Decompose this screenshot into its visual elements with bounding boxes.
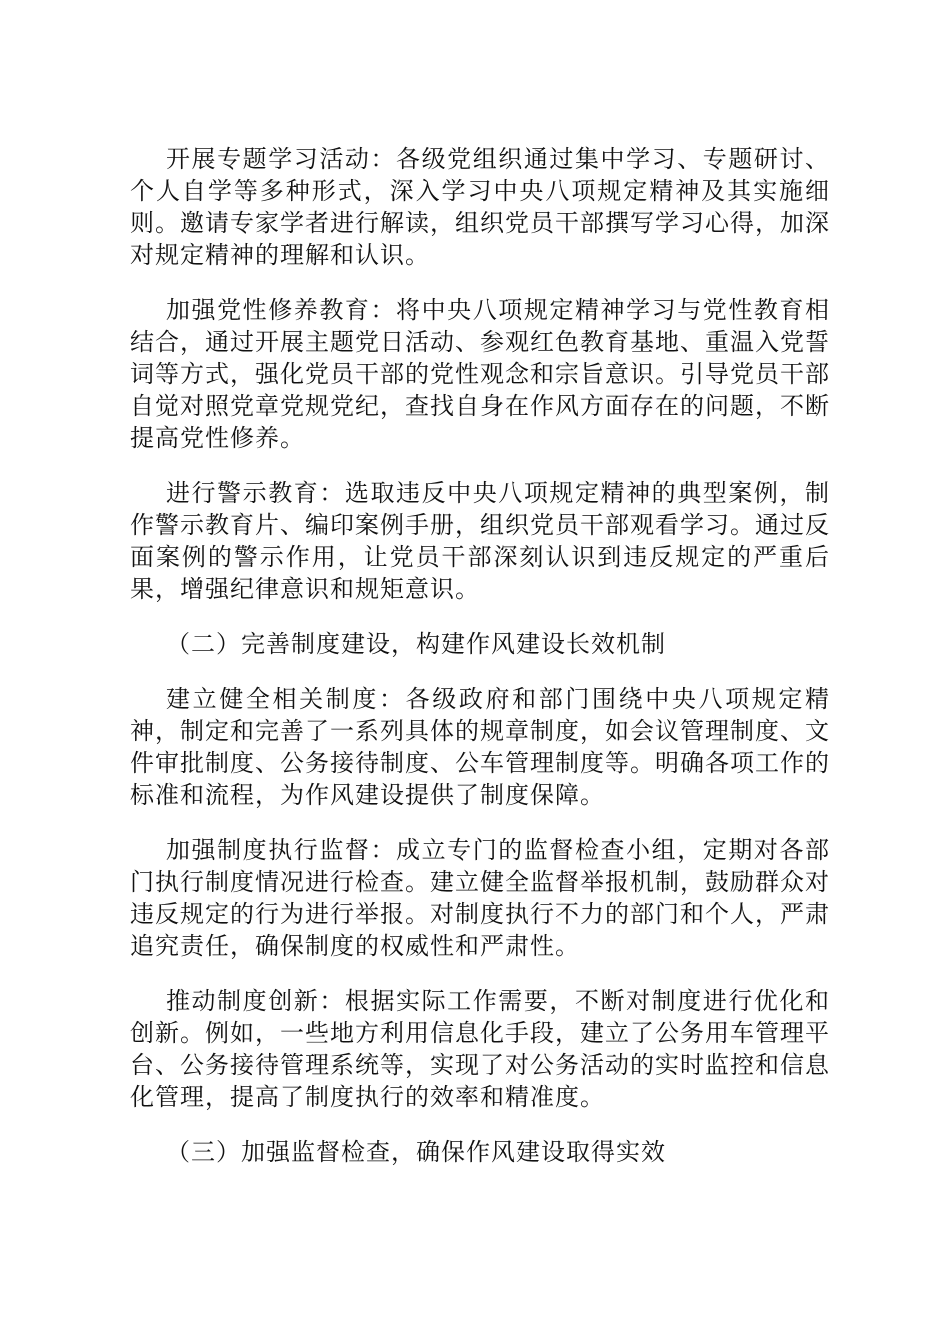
- paragraph-warning-education: 进行警示教育：选取违反中央八项规定精神的典型案例，制作警示教育片、编印案例手册，组织党员干部观看学习。通过反面案例的警示作用，让党员干部深刻认识到违反规定的严重后果，增强纪律意识和规矩意识。: [130, 479, 830, 603]
- paragraph-supervise-execution: 加强制度执行监督：成立专门的监督检查小组，定期对各部门执行制度情况进行检查。建立健全监督举报机制，鼓励群众对违反规定的行为进行举报。对制度执行不力的部门和个人，严肃追究责任，确保制度的权威性和严肃性。: [130, 836, 830, 960]
- section-heading-3: （三）加强监督检查，确保作风建设取得实效: [166, 1138, 666, 1166]
- paragraph-study-activities: 开展专题学习活动：各级党组织通过集中学习、专题研讨、个人自学等多种形式，深入学习中央八项规定精神及其实施细则。邀请专家学者进行解读，组织党员干部撰写学习心得，加深对规定精神的理解和认识。: [130, 145, 830, 269]
- document-page: [130, 143, 830, 1191]
- section-heading-2: （二）完善制度建设，构建作风建设长效机制: [166, 630, 666, 658]
- paragraph-party-spirit-education: 加强党性修养教育：将中央八项规定精神学习与党性教育相结合，通过开展主题党日活动、参观红色教育基地、重温入党誓词等方式，强化党员干部的党性观念和宗旨意识。引导党员干部自觉对照党章党规党纪，查找自身在作风方面存在的问题，不断提高党性修养。: [130, 296, 830, 452]
- paragraph-system-innovation: 推动制度创新：根据实际工作需要，不断对制度进行优化和创新。例如，一些地方利用信息化手段，建立了公务用车管理平台、公务接待管理系统等，实现了对公务活动的实时监控和信息化管理，提高了制度执行的效率和精准度。: [130, 987, 830, 1111]
- paragraph-establish-systems: 建立健全相关制度：各级政府和部门围绕中央八项规定精神，制定和完善了一系列具体的规章制度，如会议管理制度、文件审批制度、公务接待制度、公车管理制度等。明确各项工作的标准和流程，为作风建设提供了制度保障。: [130, 685, 830, 809]
